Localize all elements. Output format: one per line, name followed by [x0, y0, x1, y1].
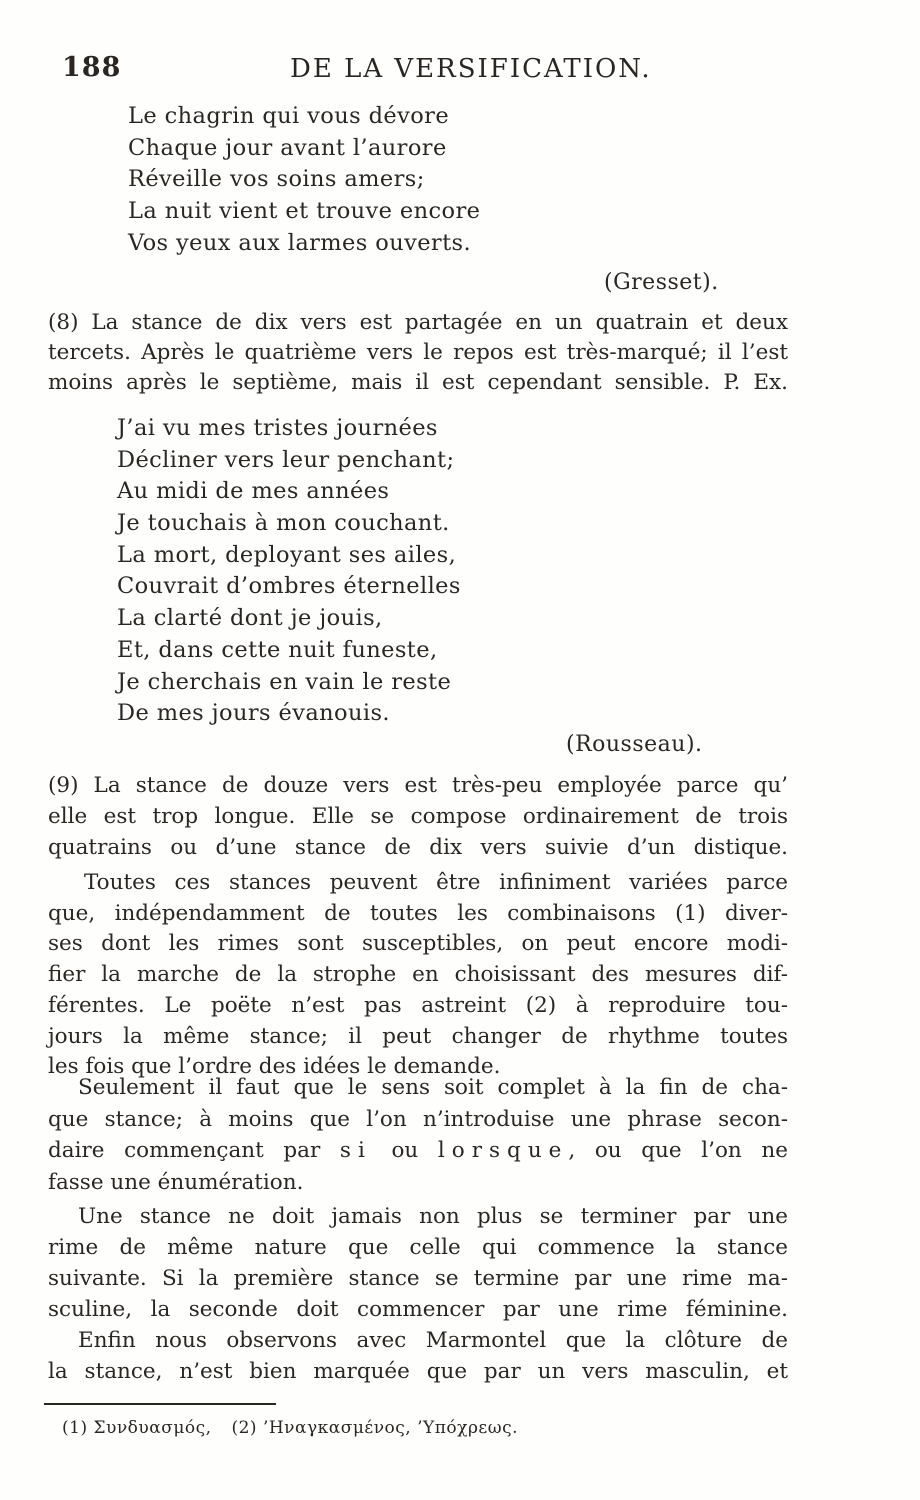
text-line: (9) La stance de douze vers est très-peu employée parce qu’	[48, 773, 788, 798]
text-line: fasse une énumération.	[48, 1169, 304, 1195]
text-line: suivante. Si la première stance se termine par une rime ma-	[48, 1266, 788, 1291]
verse-line: De mes jours évanouis.	[117, 700, 390, 727]
verse-line: Vos yeux aux larmes ouverts.	[128, 229, 472, 256]
verse-line: Le chagrin qui vous dévore	[128, 103, 450, 129]
paragraph-seulement	[48, 1072, 788, 1198]
text-line: (8) La stance de dix vers est partagée en un quatrain et deux	[48, 310, 788, 335]
text-line: la stance, n’est bien marquée que par un vers masculin, et	[48, 1359, 788, 1384]
text-line: rime de même nature que celle qui commence la stance	[48, 1235, 788, 1260]
verse-line: Décliner vers leur penchant;	[117, 446, 455, 473]
attribution-gresset: (Gresset).	[604, 270, 719, 295]
text-line: les fois que l’ordre des idées le demande.	[48, 1054, 501, 1080]
text-line: Toutes ces stances peuvent être infiniment variées parce	[84, 870, 788, 895]
text-line: fier la marche de la strophe en choisissant des mesures dif-	[48, 962, 788, 988]
paragraph-une-stance	[48, 1201, 788, 1325]
verse-line: La nuit vient et trouve encore	[128, 198, 481, 225]
text-segment: , ou que l’on ne	[568, 1138, 788, 1163]
text-line: sculine, la seconde doit commencer par une rime féminine.	[48, 1297, 788, 1322]
page-number: 188	[62, 52, 122, 83]
text-line: Une stance ne doit jamais non plus se terminer par une	[78, 1204, 788, 1229]
verse-line: Et, dans cette nuit funeste,	[117, 636, 438, 663]
verse-line: Je touchais à mon couchant.	[117, 510, 450, 537]
text-line: Seulement il faut que le sens soit complet à la fin de cha-	[78, 1075, 788, 1100]
text-line: elle est trop longue. Elle se compose ordinairement de trois	[48, 804, 788, 829]
verse-line: Chaque jour avant l’aurore	[128, 134, 447, 161]
paragraph-stance-douze-vers	[48, 770, 788, 863]
paragraph-stance-dix-vers	[48, 308, 788, 398]
text-line: quatrains ou d’une stance de dix vers suivie d’un distique.	[48, 835, 788, 860]
paragraph-enfin	[48, 1325, 788, 1387]
verse-line: Réveille vos soins amers;	[128, 166, 425, 193]
text-line: jours la même stance; il peut changer de rhythme toutes	[48, 1023, 788, 1049]
text-segment: ou	[391, 1138, 419, 1163]
footnote-2: (2) ’Ηναγκασμένος, ’Υπόχρεως.	[231, 1418, 519, 1438]
footnotes	[62, 1418, 532, 1438]
verse-line: Au midi de mes années	[117, 478, 390, 505]
poem-gresset	[128, 101, 480, 259]
running-head	[62, 52, 802, 92]
spaced-word-lorsque: lorsque	[437, 1138, 569, 1163]
text-line: que stance; à moins que l’on n’introduise une phrase secon-	[48, 1106, 788, 1132]
text-line: Enfin nous observons avec Marmontel que la clôture de	[78, 1328, 788, 1353]
verse-line: Je cherchais en vain le reste	[117, 668, 452, 695]
attribution-rousseau: (Rousseau).	[566, 732, 703, 757]
verse-line: Couvrait d’ombres éternelles	[117, 573, 461, 600]
verse-line: La clarté dont je jouis,	[117, 605, 383, 632]
text-line: férentes. Le poëte n’est pas astreint (2) à reproduire tou-	[48, 992, 788, 1018]
text-line: que, indépendamment de toutes les combinaisons (1) diver-	[48, 900, 788, 926]
text-line: moins après le septième, mais il est cependant sensible. P. Ex.	[48, 370, 788, 395]
verse-line: J’ai vu mes tristes journées	[117, 415, 438, 441]
poem-rousseau	[117, 413, 461, 730]
text-line: ses dont les rimes sont susceptibles, on peut encore modi-	[48, 931, 788, 957]
running-title: DE LA VERSIFICATION.	[290, 54, 652, 84]
footnote-1: (1) Συνδυασμός,	[62, 1418, 212, 1438]
text-line-mixed	[48, 1135, 788, 1167]
footnote-rule	[44, 1403, 276, 1405]
text-segment: daire commençant par	[48, 1138, 321, 1163]
verse-line: La mort, deployant ses ailes,	[117, 541, 457, 568]
spaced-word-si: si	[339, 1138, 372, 1163]
paragraph-toutes-ces-stances	[48, 868, 788, 1083]
text-line: tercets. Après le quatrième vers le repos est très-marqué; il l’est	[48, 340, 788, 365]
